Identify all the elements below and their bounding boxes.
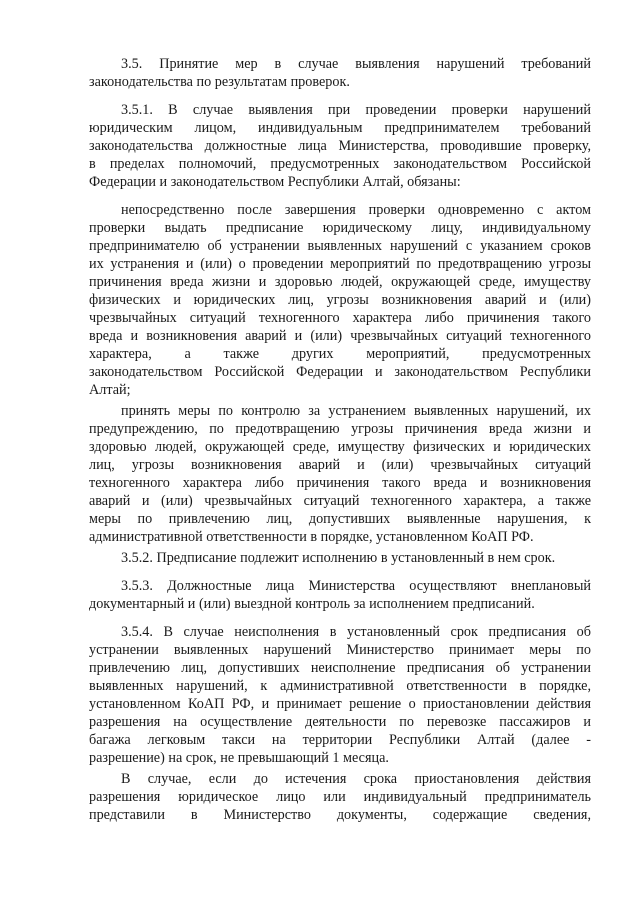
text-line: 3.5.2. Предписание подлежит исполнению в установленный в нем срок. bbox=[121, 550, 556, 566]
text-line: разрешение) на срок, не превышающий 1 месяца. bbox=[89, 750, 389, 766]
paragraph-3-5-2 bbox=[89, 549, 591, 567]
text-line: разрешения на осуществление деятельности по перевозке пассажиров и bbox=[89, 714, 591, 730]
text-line: законодательства должностные лица Министерства, проводившие проверку, bbox=[89, 138, 591, 154]
text-line: меры по привлечению лиц, допустивших выявленные нарушения, к bbox=[89, 511, 591, 527]
text-line: 3.5.1. В случае выявления при проведении проверки нарушений bbox=[121, 102, 591, 118]
text-line: выявленных нарушений, к административной ответственности в порядке, bbox=[89, 678, 591, 694]
text-line: здоровью людей, окружающей среде, имуществу физических и юридических bbox=[89, 439, 591, 455]
text-line: в пределах полномочий, предусмотренных законодательством Российской bbox=[89, 156, 591, 172]
text-line: 3.5.3. Должностные лица Министерства осуществляют внеплановый bbox=[121, 578, 591, 594]
paragraph-control bbox=[89, 402, 591, 546]
text-line: 3.5.4. В случае неисполнения в установленный срок предписания об bbox=[121, 624, 591, 640]
text-line: законодательства по результатам проверок. bbox=[89, 74, 350, 90]
text-line: багажа легковым такси на территории Республики Алтай (далее - bbox=[89, 732, 591, 748]
text-line: административной ответственности в порядке, установленном КоАП РФ. bbox=[89, 529, 534, 545]
text-line: непосредственно после завершения проверки одновременно с актом bbox=[121, 202, 591, 218]
paragraph-3-5-4 bbox=[89, 623, 591, 767]
text-line: физических и юридических лиц, угрозы возникновения аварий и (или) bbox=[89, 292, 591, 308]
text-line: привлечению лиц, допустивших неисполнение предписания об устранении bbox=[89, 660, 591, 676]
text-line: лиц, угрозы возникновения аварий и (или) чрезвычайных ситуаций bbox=[89, 457, 591, 473]
text-line: аварий и (или) чрезвычайных ситуаций техногенного характера, а также bbox=[89, 493, 591, 509]
text-line: предпринимателю об устранении выявленных нарушений с указанием сроков bbox=[89, 238, 591, 254]
text-line: законодательством Российской Федерации и законодательством Республики bbox=[89, 364, 591, 380]
paragraph-3-5 bbox=[89, 55, 591, 91]
paragraph-3-5-1 bbox=[89, 101, 591, 191]
text-line: установленном КоАП РФ, и принимает решение о приостановлении действия bbox=[89, 696, 591, 712]
text-line: их устранения и (или) о проведении мероприятий по предотвращению угрозы bbox=[89, 256, 591, 272]
text-line: принять меры по контролю за устранением выявленных нарушений, их bbox=[121, 403, 591, 419]
text-line: техногенного характера либо причинения такого вреда и возникновения bbox=[89, 475, 591, 491]
text-line: проверки выдать предписание юридическому лицу, индивидуальному bbox=[89, 220, 591, 236]
text-line: юридическим лицом, индивидуальным предпринимателем требований bbox=[89, 120, 591, 136]
text-line: характера, а также других мероприятий, предусмотренных bbox=[89, 346, 591, 362]
text-line: Алтай; bbox=[89, 382, 131, 398]
paragraph-suspension bbox=[89, 770, 591, 824]
paragraph-immediately bbox=[89, 201, 591, 399]
text-line: причинения вреда жизни и здоровью людей, окружающей среде, имуществу bbox=[89, 274, 591, 290]
text-line: документарный и (или) выездной контроль за исполнением предписаний. bbox=[89, 596, 535, 612]
text-line: 3.5. Принятие мер в случае выявления нарушений требований bbox=[121, 56, 591, 72]
text-line: представили в Министерство документы, содержащие сведения, bbox=[89, 807, 591, 823]
text-line: предупреждению, по предотвращению угрозы причинения вреда жизни и bbox=[89, 421, 591, 437]
text-line: чрезвычайных ситуаций техногенного характера либо причинения такого bbox=[89, 310, 591, 326]
text-line: вреда и возникновения аварий и (или) чрезвычайных ситуаций техногенного bbox=[89, 328, 591, 344]
text-line: Федерации и законодательством Республики Алтай, обязаны: bbox=[89, 174, 461, 190]
text-line: разрешения юридическое лицо или индивидуальный предприниматель bbox=[89, 789, 591, 805]
paragraph-3-5-3 bbox=[89, 577, 591, 613]
text-line: В случае, если до истечения срока приостановления действия bbox=[121, 771, 591, 787]
text-line: устранении выявленных нарушений Министерство принимает меры по bbox=[89, 642, 591, 658]
